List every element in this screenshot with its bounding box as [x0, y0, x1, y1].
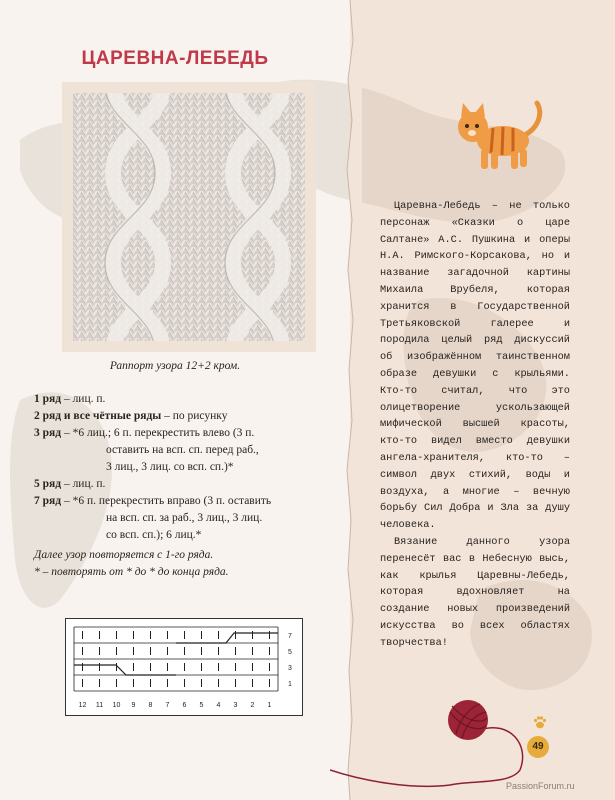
chart-column-number: 11: [95, 702, 104, 709]
row-label: 1 ряд: [34, 393, 62, 405]
row-text: – *6 лиц.; 6 п. перекрестить влево (3 п.: [61, 427, 255, 439]
row-label: 3 ряд: [34, 427, 62, 439]
torn-paper-edge: [338, 0, 362, 800]
story-paragraph: Царевна-Лебедь – не только персонаж «Сказки о царе Салтане» А.С. Пушкина и оперы Н.А. Римского-Корсакова, но и название загадочной картины Михаила Врубеля, которая хранится в Государственной Третьяковской галерее и породила целый ряд дискуссий об изображённом таинственном образе девушки с крыльями. Кто-то считал, что это олицетворение ускользающей мифической высшей красоты, кто-то видел вместо девушки ангела-хранителя, кто-то – символ двух стихий, воды и воздуха, а многие – вечную борьбу Сил Добра и Зла за душу человека.: [380, 200, 570, 532]
photo-caption: Раппорт узора 12+2 кром.: [109, 360, 241, 372]
chart-row-number: 3: [288, 665, 292, 672]
page-number-badge: 49: [527, 736, 549, 758]
chart-column-number: 5: [199, 702, 204, 709]
cat-illustration: [447, 97, 547, 177]
row-label: 7 ряд: [34, 495, 62, 507]
story-text: [380, 198, 570, 652]
knitting-chart: [65, 618, 303, 716]
chart-column-number: 1: [267, 702, 272, 709]
chart-row-number: 1: [288, 681, 292, 688]
chart-column-number: 2: [250, 702, 255, 709]
row-text: – лиц. п.: [61, 393, 106, 405]
row-label: 5 ряд: [34, 478, 62, 490]
chart-column-number: 4: [216, 702, 221, 709]
note-line: Далее узор повторяется с 1-го ряда.: [34, 549, 214, 561]
row-text: – по рисунку: [161, 410, 228, 422]
row-continuation: на всп. сп. за раб., 3 лиц., 3 лиц.: [106, 512, 263, 524]
story-paragraph: Вязание данного узора перенесёт вас в Небесную высь, как крылья Царевны-Лебедь, которая вдохновляет на создание новых произведений искусства во всех областях творчества!: [380, 535, 570, 649]
row-continuation: оставить на всп. сп. перед раб.,: [106, 444, 259, 456]
instruction-row: [34, 493, 334, 544]
note-line: * – повторять от * до * до конца ряда.: [34, 566, 229, 578]
chart-column-number: 7: [165, 702, 170, 709]
repeat-note: [34, 547, 334, 581]
chart-row-number: 7: [288, 633, 292, 640]
row-continuation: со всп. сп.); 6 лиц.*: [106, 529, 202, 541]
instructions: [34, 391, 334, 544]
chart-column-number: 10: [112, 702, 121, 709]
row-label: 2 ряд и все чётные ряды: [34, 410, 162, 422]
row-text: – *6 п. перекрестить вправо (3 п. оставить: [61, 495, 272, 507]
instruction-row: [34, 391, 334, 408]
row-text: – лиц. п.: [61, 478, 106, 490]
chart-column-number: 6: [182, 702, 187, 709]
row-continuation: 3 лиц., 3 лиц. со всп. сп.)*: [106, 461, 234, 473]
knitting-sample-photo: [73, 93, 305, 341]
chart-column-number: 3: [233, 702, 238, 709]
instruction-row: [34, 476, 334, 493]
chart-column-number: 12: [78, 702, 87, 709]
watermark: PassionForum.ru: [506, 781, 575, 791]
chart-column-number: 9: [131, 702, 136, 709]
instruction-row: [34, 408, 334, 425]
chart-column-number: 8: [148, 702, 153, 709]
instruction-row: [34, 425, 334, 476]
page-title: ЦАРЕВНА-ЛЕБЕДЬ: [81, 48, 269, 69]
paw-print-icon: [532, 714, 548, 730]
chart-row-number: 5: [288, 649, 292, 656]
